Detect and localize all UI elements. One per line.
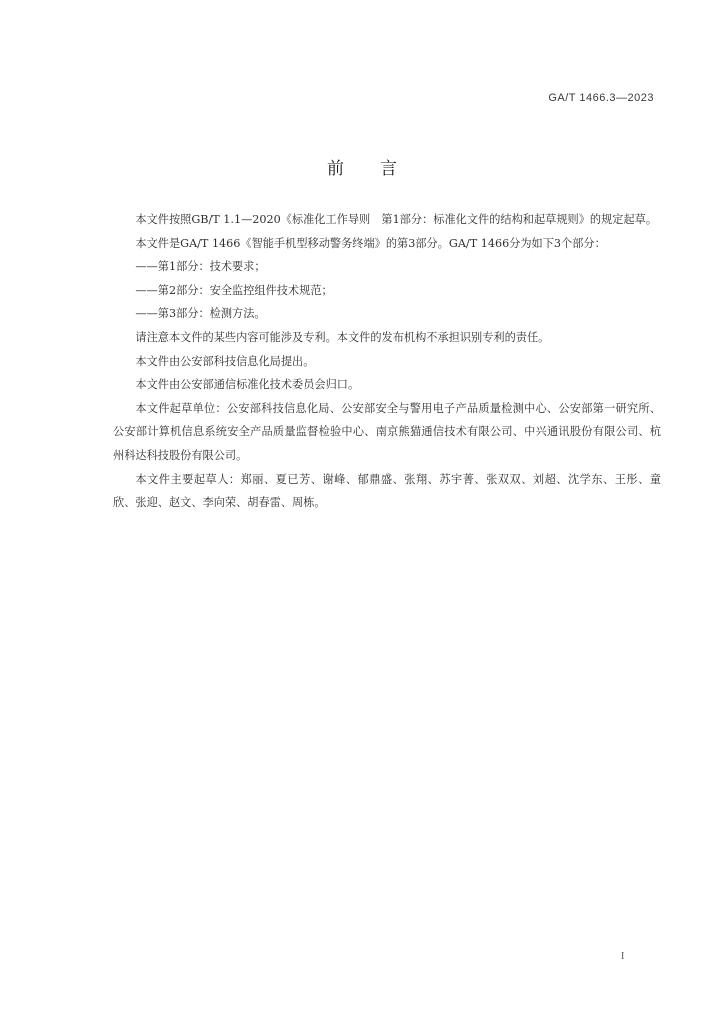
foreword-body [113, 208, 661, 515]
list-item-part-3: ——第3部分：检测方法。 [135, 307, 266, 321]
title-char-2: 言 [380, 159, 397, 179]
page-number: I [621, 951, 625, 962]
page-title [0, 154, 724, 179]
paragraph-centralized-by: 本文件由公安部通信标准化技术委员会归口。 [135, 378, 360, 392]
paragraph-drafting-units: 本文件起草单位：公安部科技信息化局、公安部安全与警用电子产品质量检测中心、公安部第一研究所、公安部计算机信息系统安全产品质量监督检验中心、南京熊猫通信技术有限公司、中兴通讯股份有限公司、杭州科达科技股份有限公司。 [113, 401, 661, 462]
document-number: GA/T 1466.3—2023 [548, 92, 654, 104]
paragraph-series-structure: 本文件是GA/T 1466《智能手机型移动警务终端》的第3部分。GA/T 1466分为如下3个部分： [135, 236, 606, 250]
list-item-part-2: ——第2部分：安全监控组件技术规范； [135, 283, 333, 297]
paragraph-proposed-by: 本文件由公安部科技信息化局提出。 [135, 354, 315, 368]
paragraph-patent-notice: 请注意本文件的某些内容可能涉及专利。本文件的发布机构不承担识别专利的责任。 [135, 330, 550, 344]
title-char-1: 前 [327, 159, 344, 179]
paragraph-drafting-rules: 本文件按照GB/T 1.1—2020《标准化工作导则 第1部分：标准化文件的结构和起草规则》的规定起草。 [135, 213, 658, 226]
list-item-part-1: ——第1部分：技术要求； [135, 260, 266, 274]
paragraph-drafters: 本文件主要起草人：郑丽、夏已芳、谢峰、郁鼎盛、张翔、苏宇菁、张双双、刘超、沈学东、王彤、童欣、张迎、赵文、李向荣、胡春雷、周栋。 [113, 472, 661, 510]
